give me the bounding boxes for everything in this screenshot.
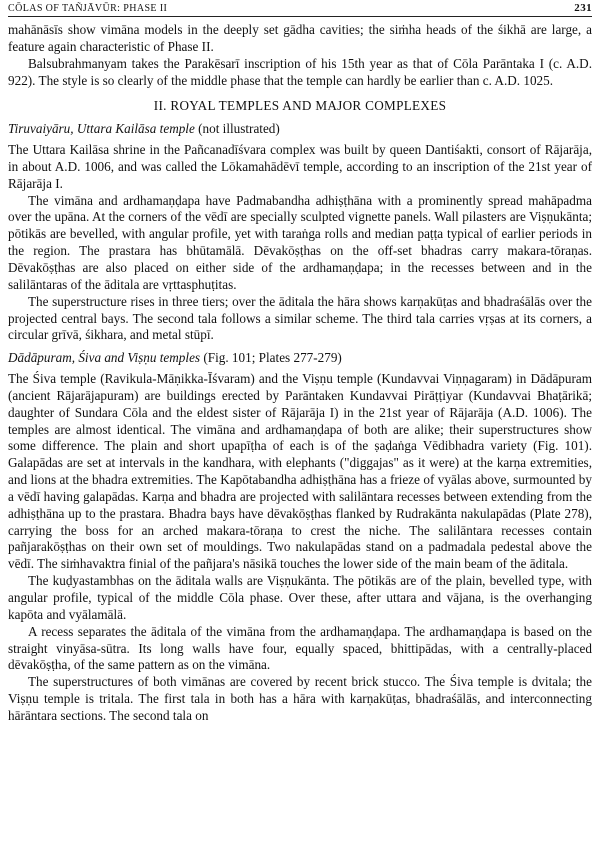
paragraph-8: A recess separates the āditala of the vimāna from the ardhamaṇḍapa. The ardhamaṇḍapa is based on the straight vinyāsa-sūtra. Its long walls have four, equally spaced, bhittipādas, with a centrally-placed dēvakōṣṭha, of the same pattern as on the vimāna. [8, 623, 592, 673]
subheading-tiruvaiyaru [8, 121, 592, 138]
subheading-tiruvaiyaru-note: (not illustrated) [194, 121, 280, 137]
paragraph-6: The Śiva temple (Ravikula-Māṇikka-Īśvaram) and the Viṣṇu temple (Kundavvai Viṇṇagaram) in Dādāpuram (ancient Rājarājapuram) are buildings erected by Parāntaken Kundavvai Pirāṭṭiyar (Kundavvai Bhaṭārikā; daughter of Sundara Cōla and the eldest sister of Rājarāja I) in the 21st year of Rājarāja (A.D. 1006). The temples are almost identical. The vimāna and ardhamaṇḍapa of both are alike; their superstructures show some difference. The plain and short upapīṭha of each is of the ṣaḍaṅga Vēdibhadra variety (Fig. 101). Galapādas are set at intervals in the kandhara, with elephants ("diggajas" as it were) at the karṇa extremities, and lions at the bhadra extremities. The Kapōtabandha adhiṣṭhāna has a frieze of vyālas above, surmounted by a vēdī having galapādas. Karṇa and bhadra are projected with salilāntara recesses between extending from the adhiṣṭhāna up to the prastara. Bhadra bays have dēvakōṣṭhas flanked by Rudrakānta nakulapādas (Plate 278), carrying the boss for an arched makara-tōraṇa to crest the niche. The salilāntara recesses contain pañjarakōṣṭhas on their own set of mouldings. Two nakulapādas stand on a padmadala pedestal above the vēdī. The siṁhavaktra finial of the pañjara's nāsikā touches the lower side of the main beam of the āditala. [8, 371, 592, 572]
running-header [8, 2, 592, 17]
paragraph-7: The kuḍyastambhas on the āditala walls are Viṣṇukānta. The pōtikās are of the plain, bevelled type, with angular profile, typical of the middle Cōla phase. Over these, after uttara and vājana, is the overhanging kapōta and vyālamālā. [8, 573, 592, 622]
paragraph-4: The vimāna and ardhamaṇḍapa have Padmabandha adhiṣṭhāna with a prominently spread mahāpadma over the upāna. At the corners of the vēdī are specially sculpted vignette panels. Wall pilasters are Viṣṇukānta; pōtikās are bevelled, with angular profile, yet with taraṅga rolls and median paṭṭa typical of earlier periods in the region. The prastara has bhūtamālā. Dēvakōṣṭhas on the off-set bhadras carry makara-tōraṇas. Dēvakōṣṭhas are also placed on either side of the ardhamaṇḍapa; in the recesses between and in the salilāntaras of the āditala are vṛttasphuṭitas. [8, 192, 592, 292]
paragraph-9: The superstructures of both vimānas are covered by recent brick stucco. The Śiva temple is dvitala; the Viṣṇu temple is tritala. The first tala in both has a hāra with karṇakūṭas, bhadraśālās, and interconnecting hārāntara sections. The second tala on [8, 674, 592, 723]
section-heading: II. ROYAL TEMPLES AND MAJOR COMPLEXES [153, 98, 447, 114]
subheading-dadapuram-note: (Fig. 101; Plates 277-279) [200, 350, 342, 366]
page-number: 231 [574, 2, 592, 14]
paragraph-2: Balsubrahmanyam takes the Parakēsarī inscription of his 15th year as that of Cōla Parāntaka I (c. A.D. 922). The style is so clearly of the middle phase that the temple can hardly be earlier than c. A.D. 1025. [8, 55, 592, 88]
book-page [0, 2, 600, 852]
subheading-tiruvaiyaru-title: Tiruvaiyāru, Uttara Kailāsa temple [8, 121, 195, 137]
page-body [8, 22, 592, 725]
running-title: CŌLAS OF TAÑJĀVŪR: PHASE II [8, 3, 168, 14]
paragraph-1: mahānāsīs show vimāna models in the deeply set gādha cavities; the siṁha heads of the śikhā are large, a feature again characteristic of Phase II. [8, 22, 592, 54]
subheading-dadapuram [8, 350, 592, 367]
subheading-dadapuram-title: Dādāpuram, Śiva and Viṣṇu temples [8, 350, 201, 366]
paragraph-3: The Uttara Kailāsa shrine in the Pañcanadīśvara complex was built by queen Dantiśakti, consort of Rājarāja, in about A.D. 1006, and was called the Lōkamahādēvī temple, according to an inscription of the 21st year of Rājarāja I. [8, 142, 592, 191]
paragraph-5: The superstructure rises in three tiers; over the āditala the hāra shows karṇakūṭas and bhadraśālās over the projected central bays. The second tala follows a similar scheme. The third tala carries vṛṣas at its corners, a circular grīvā, śikhara, and metal stūpī. [8, 293, 592, 343]
